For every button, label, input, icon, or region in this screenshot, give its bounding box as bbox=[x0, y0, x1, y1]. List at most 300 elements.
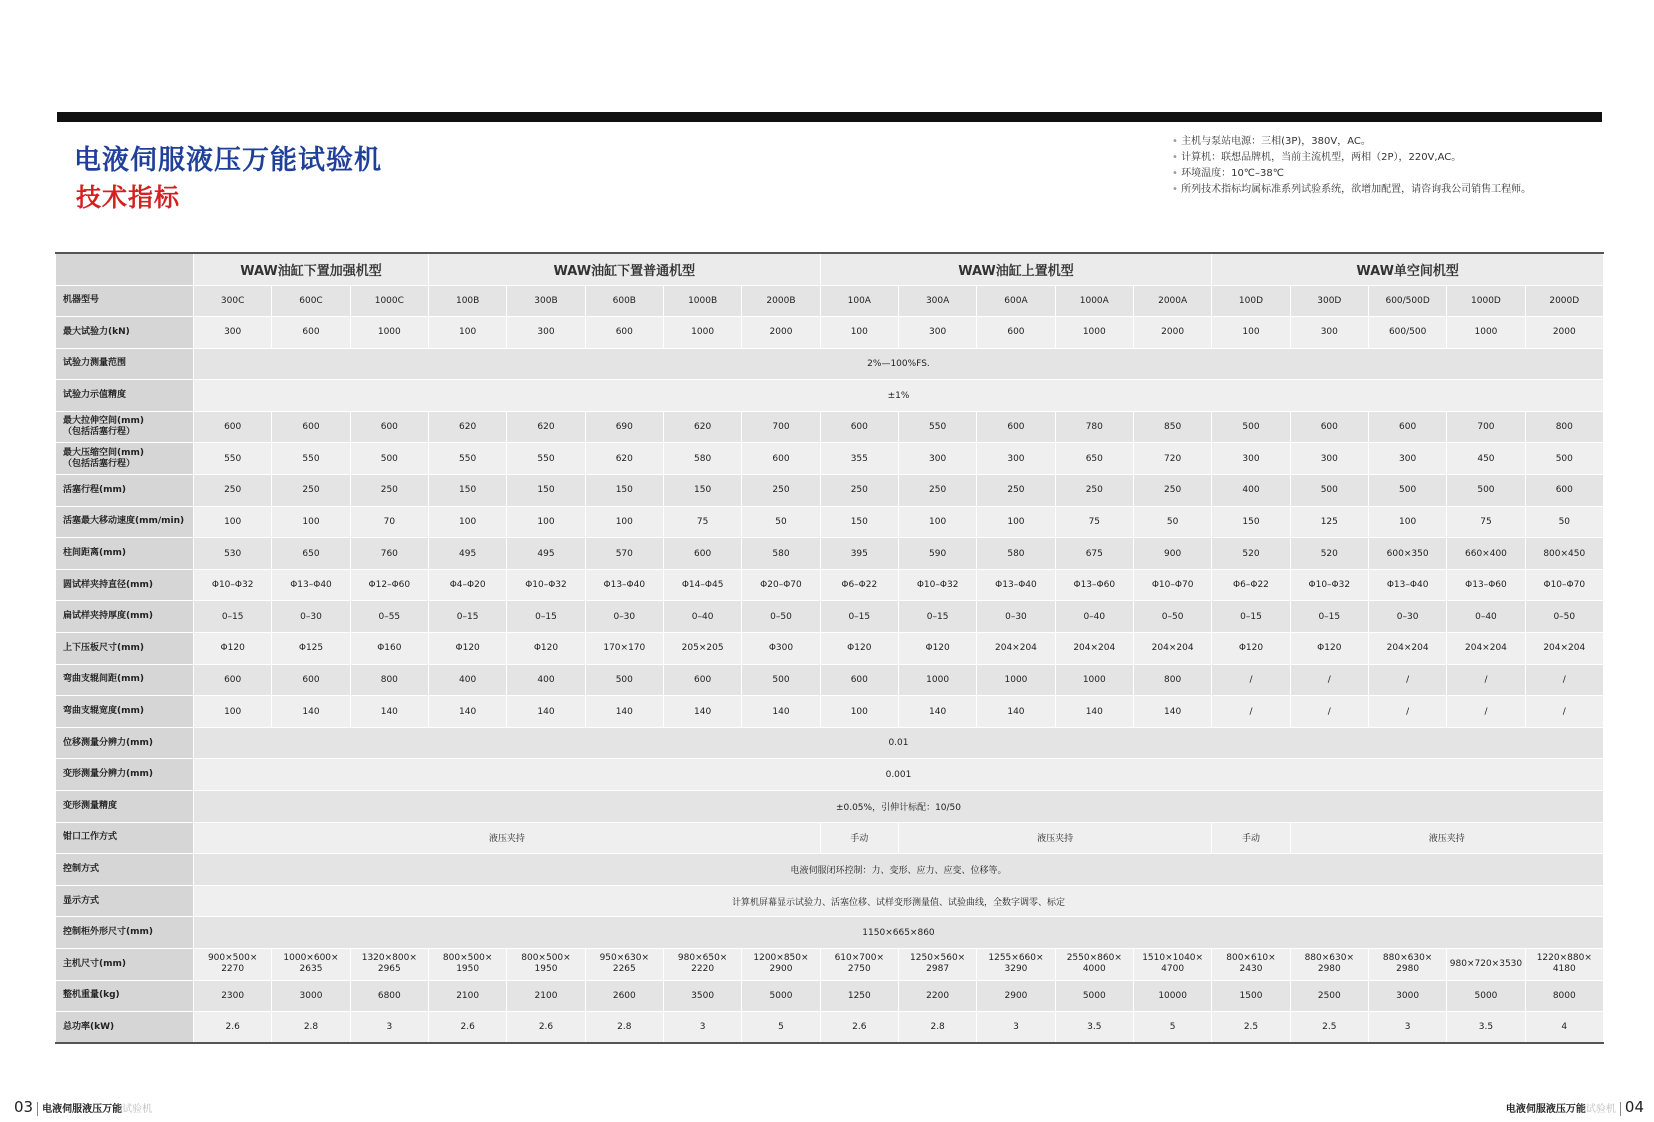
table-cell: Φ120 bbox=[898, 633, 976, 665]
table-row bbox=[56, 948, 1604, 980]
table-cell: 600 bbox=[194, 664, 272, 696]
table-cell: 150 bbox=[585, 475, 663, 507]
table-cell: 2.6 bbox=[820, 1012, 898, 1044]
table-cell: 900 bbox=[1133, 538, 1211, 570]
footer-right bbox=[1506, 1098, 1644, 1116]
table-cell: 204×204 bbox=[1055, 633, 1133, 665]
table-cell: Φ12–Φ60 bbox=[350, 569, 428, 601]
table-cell: 100 bbox=[1212, 317, 1290, 349]
table-cell: 204×204 bbox=[1368, 633, 1446, 665]
table-cell: 300B bbox=[507, 285, 585, 317]
table-cell: 2200 bbox=[898, 980, 976, 1012]
table-row bbox=[56, 664, 1604, 696]
table-cell: 800 bbox=[1133, 664, 1211, 696]
table-cell: 520 bbox=[1290, 538, 1368, 570]
table-cell: 2300 bbox=[194, 980, 272, 1012]
row-label: 圆试样夹持直径(mm) bbox=[56, 569, 194, 601]
table-cell: 1200×850× 2900 bbox=[742, 948, 820, 980]
table-cell: 1000 bbox=[663, 317, 741, 349]
table-cell: 700 bbox=[742, 411, 820, 443]
row-label: 变形测量精度 bbox=[56, 791, 194, 823]
table-cell: / bbox=[1368, 664, 1446, 696]
table-cell: 980×720×3530 bbox=[1447, 948, 1525, 980]
row-label: 控制方式 bbox=[56, 854, 194, 886]
table-cell: 2000D bbox=[1525, 285, 1603, 317]
table-cell: Φ120 bbox=[820, 633, 898, 665]
table-cell: 0–30 bbox=[1368, 601, 1446, 633]
table-cell: 400 bbox=[428, 664, 506, 696]
table-cell: 100B bbox=[428, 285, 506, 317]
table-cell: 100D bbox=[1212, 285, 1290, 317]
table-cell: 720 bbox=[1133, 443, 1211, 475]
table-row bbox=[56, 791, 1604, 823]
table-cell: 1150×665×860 bbox=[194, 917, 1604, 949]
table-cell: 2.8 bbox=[585, 1012, 663, 1044]
table-cell: 300A bbox=[898, 285, 976, 317]
table-cell: 液压夹持 bbox=[1290, 822, 1603, 854]
table-cell: 600 bbox=[272, 317, 350, 349]
table-cell: 5000 bbox=[1447, 980, 1525, 1012]
table-cell: Φ120 bbox=[194, 633, 272, 665]
table-cell: 0–30 bbox=[585, 601, 663, 633]
table-cell: 1000B bbox=[663, 285, 741, 317]
table-cell: 355 bbox=[820, 443, 898, 475]
table-cell: 1000A bbox=[1055, 285, 1133, 317]
table-cell: 1000 bbox=[977, 664, 1055, 696]
table-cell: 600B bbox=[585, 285, 663, 317]
table-cell: 300 bbox=[1368, 443, 1446, 475]
table-cell: 100 bbox=[272, 506, 350, 538]
table-cell: 1000 bbox=[898, 664, 976, 696]
table-cell: 300D bbox=[1290, 285, 1368, 317]
table-cell: 0–40 bbox=[663, 601, 741, 633]
note-item: • 环境温度：10℃–38℃ bbox=[1172, 166, 1531, 182]
table-cell: 手动 bbox=[820, 822, 898, 854]
table-cell: 100 bbox=[1368, 506, 1446, 538]
table-cell: 0–50 bbox=[1133, 601, 1211, 633]
table-cell: 980×650× 2220 bbox=[663, 948, 741, 980]
row-label: 整机重量(kg) bbox=[56, 980, 194, 1012]
table-cell: 0–15 bbox=[507, 601, 585, 633]
table-cell: 900×500× 2270 bbox=[194, 948, 272, 980]
table-cell: 550 bbox=[507, 443, 585, 475]
table-cell: Φ20–Φ70 bbox=[742, 569, 820, 601]
table-cell: Φ10–Φ70 bbox=[1133, 569, 1211, 601]
table-cell: 204×204 bbox=[977, 633, 1055, 665]
footer-title-left-light: 试验机 bbox=[122, 1104, 153, 1115]
table-cell: 500 bbox=[742, 664, 820, 696]
table-cell: 500 bbox=[1290, 475, 1368, 507]
table-row bbox=[56, 380, 1604, 412]
table-cell: 500 bbox=[585, 664, 663, 696]
table-cell: 100 bbox=[194, 506, 272, 538]
table-cell: 0–15 bbox=[194, 601, 272, 633]
table-cell: Φ125 bbox=[272, 633, 350, 665]
table-cell: 1510×1040× 4700 bbox=[1133, 948, 1211, 980]
table-cell: 0–15 bbox=[898, 601, 976, 633]
table-row bbox=[56, 1012, 1604, 1044]
note-item: • 所列技术指标均属标准系列试验系统，欲增加配置，请咨询我公司销售工程师。 bbox=[1172, 182, 1531, 198]
table-cell: 300 bbox=[977, 443, 1055, 475]
table-cell: Φ13–Φ40 bbox=[585, 569, 663, 601]
table-cell: 800 bbox=[1525, 411, 1603, 443]
table-cell: / bbox=[1525, 696, 1603, 728]
table-cell: 600A bbox=[977, 285, 1055, 317]
table-row bbox=[56, 633, 1604, 665]
table-cell: 250 bbox=[820, 475, 898, 507]
table-cell: 620 bbox=[663, 411, 741, 443]
table-cell: 660×400 bbox=[1447, 538, 1525, 570]
table-row bbox=[56, 317, 1604, 349]
table-cell: 550 bbox=[272, 443, 350, 475]
spec-table bbox=[55, 252, 1604, 1044]
table-cell: 2000 bbox=[1133, 317, 1211, 349]
table-cell: 600 bbox=[663, 664, 741, 696]
table-cell: 800×500× 1950 bbox=[428, 948, 506, 980]
row-label: 变形测量分辨力(mm) bbox=[56, 759, 194, 791]
table-cell: 100A bbox=[820, 285, 898, 317]
table-cell: 580 bbox=[742, 538, 820, 570]
row-label: 活塞行程(mm) bbox=[56, 475, 194, 507]
row-label: 活塞最大移动速度(mm/min) bbox=[56, 506, 194, 538]
table-cell: 0–30 bbox=[977, 601, 1055, 633]
table-cell: 125 bbox=[1290, 506, 1368, 538]
table-cell: 100 bbox=[428, 506, 506, 538]
table-cell: 400 bbox=[1212, 475, 1290, 507]
table-cell: 100 bbox=[428, 317, 506, 349]
table-cell: 3 bbox=[350, 1012, 428, 1044]
table-row bbox=[56, 885, 1604, 917]
page-title: 电液伺服液压万能试验机 bbox=[74, 145, 382, 176]
table-cell: 0.01 bbox=[194, 727, 1604, 759]
table-row bbox=[56, 475, 1604, 507]
table-cell: 2.5 bbox=[1290, 1012, 1368, 1044]
table-cell: 75 bbox=[1055, 506, 1133, 538]
table-cell: 50 bbox=[1133, 506, 1211, 538]
table-cell: 3 bbox=[977, 1012, 1055, 1044]
table-cell: 2500 bbox=[1290, 980, 1368, 1012]
page-number-right: 04 bbox=[1624, 1098, 1644, 1116]
group-header: WAW单空间机型 bbox=[1212, 253, 1604, 285]
table-cell: 600C bbox=[272, 285, 350, 317]
table-cell: 204×204 bbox=[1133, 633, 1211, 665]
table-cell: 2.6 bbox=[194, 1012, 272, 1044]
table-cell: Φ160 bbox=[350, 633, 428, 665]
table-cell: 0–15 bbox=[1290, 601, 1368, 633]
table-cell: 1320×800× 2965 bbox=[350, 948, 428, 980]
table-cell: 600 bbox=[350, 411, 428, 443]
table-cell: 75 bbox=[663, 506, 741, 538]
table-cell: 800×610× 2430 bbox=[1212, 948, 1290, 980]
table-cell: 700 bbox=[1447, 411, 1525, 443]
table-cell: 690 bbox=[585, 411, 663, 443]
table-cell: 250 bbox=[350, 475, 428, 507]
table-cell: 250 bbox=[977, 475, 1055, 507]
table-cell: 500 bbox=[350, 443, 428, 475]
table-cell: 0–55 bbox=[350, 601, 428, 633]
table-cell: 2000 bbox=[742, 317, 820, 349]
group-header: WAW油缸下置加强机型 bbox=[194, 253, 429, 285]
footer-title-right-light: 试验机 bbox=[1585, 1104, 1616, 1115]
table-cell: 1000C bbox=[350, 285, 428, 317]
table-cell: 液压夹持 bbox=[898, 822, 1211, 854]
table-cell: 600 bbox=[1290, 411, 1368, 443]
table-cell: 2.8 bbox=[898, 1012, 976, 1044]
table-cell: 75 bbox=[1447, 506, 1525, 538]
table-row bbox=[56, 411, 1604, 443]
footer-title-left: 电液伺服液压万能 bbox=[42, 1104, 123, 1115]
table-cell: Φ120 bbox=[1290, 633, 1368, 665]
table-row bbox=[56, 285, 1604, 317]
table-cell: 150 bbox=[663, 475, 741, 507]
table-cell: 3 bbox=[663, 1012, 741, 1044]
row-label: 显示方式 bbox=[56, 885, 194, 917]
table-cell: 1000 bbox=[1055, 664, 1133, 696]
table-cell: 3000 bbox=[1368, 980, 1446, 1012]
table-cell: 760 bbox=[350, 538, 428, 570]
table-cell: 500 bbox=[1368, 475, 1446, 507]
group-header-row bbox=[56, 253, 1604, 285]
table-cell: 600 bbox=[272, 411, 350, 443]
table-cell: 950×630× 2265 bbox=[585, 948, 663, 980]
table-cell: 0–30 bbox=[272, 601, 350, 633]
table-cell: 5 bbox=[742, 1012, 820, 1044]
table-cell: 0–40 bbox=[1447, 601, 1525, 633]
table-cell: 1000 bbox=[1055, 317, 1133, 349]
row-label: 上下压板尺寸(mm) bbox=[56, 633, 194, 665]
table-cell: 0–15 bbox=[1212, 601, 1290, 633]
table-cell: 204×204 bbox=[1525, 633, 1603, 665]
table-cell: Φ4–Φ20 bbox=[428, 569, 506, 601]
table-cell: 500 bbox=[1447, 475, 1525, 507]
table-cell: 650 bbox=[272, 538, 350, 570]
table-cell: 2100 bbox=[507, 980, 585, 1012]
table-cell: 1000D bbox=[1447, 285, 1525, 317]
note-item: • 计算机：联想品牌机，当前主流机型，两相（2P），220V,AC。 bbox=[1172, 150, 1531, 166]
table-cell: 140 bbox=[507, 696, 585, 728]
table-cell: 500 bbox=[1525, 443, 1603, 475]
table-cell: 3.5 bbox=[1447, 1012, 1525, 1044]
table-row bbox=[56, 601, 1604, 633]
table-cell: 5000 bbox=[1055, 980, 1133, 1012]
table-cell: 液压夹持 bbox=[194, 822, 821, 854]
table-cell: 电液伺服闭环控制：力、变形、应力、应变、位移等。 bbox=[194, 854, 1604, 886]
table-cell: 100 bbox=[820, 696, 898, 728]
row-label: 主机尺寸(mm) bbox=[56, 948, 194, 980]
table-cell: 1250 bbox=[820, 980, 898, 1012]
page-subtitle: 技术指标 bbox=[76, 183, 181, 212]
table-row bbox=[56, 506, 1604, 538]
table-cell: 300 bbox=[1290, 443, 1368, 475]
table-cell: 300 bbox=[1212, 443, 1290, 475]
table-cell: 0–50 bbox=[742, 601, 820, 633]
spec-notes bbox=[1172, 134, 1531, 198]
table-cell: 570 bbox=[585, 538, 663, 570]
table-row bbox=[56, 569, 1604, 601]
table-row bbox=[56, 443, 1604, 475]
table-cell: 600 bbox=[977, 411, 1055, 443]
table-cell: 580 bbox=[977, 538, 1055, 570]
table-cell: Φ6–Φ22 bbox=[820, 569, 898, 601]
table-cell: 2900 bbox=[977, 980, 1055, 1012]
table-cell: 600 bbox=[1368, 411, 1446, 443]
table-cell: 手动 bbox=[1212, 822, 1290, 854]
table-cell: Φ120 bbox=[1212, 633, 1290, 665]
table-cell: 300 bbox=[898, 443, 976, 475]
table-cell: 250 bbox=[898, 475, 976, 507]
table-cell: / bbox=[1447, 696, 1525, 728]
table-cell: 600 bbox=[663, 538, 741, 570]
table-cell: 550 bbox=[194, 443, 272, 475]
table-cell: 140 bbox=[585, 696, 663, 728]
table-cell: 50 bbox=[1525, 506, 1603, 538]
table-cell: 3000 bbox=[272, 980, 350, 1012]
table-cell: 8000 bbox=[1525, 980, 1603, 1012]
table-cell: 620 bbox=[428, 411, 506, 443]
table-cell: 140 bbox=[1055, 696, 1133, 728]
table-cell: 1000×600× 2635 bbox=[272, 948, 350, 980]
table-cell: 6800 bbox=[350, 980, 428, 1012]
table-cell: 600/500D bbox=[1368, 285, 1446, 317]
table-cell: 140 bbox=[350, 696, 428, 728]
table-cell: 140 bbox=[663, 696, 741, 728]
table-cell: 300 bbox=[898, 317, 976, 349]
table-cell: 3500 bbox=[663, 980, 741, 1012]
table-cell: 250 bbox=[272, 475, 350, 507]
table-cell: 250 bbox=[1133, 475, 1211, 507]
table-cell: 2550×860× 4000 bbox=[1055, 948, 1133, 980]
row-label: 机器型号 bbox=[56, 285, 194, 317]
table-cell: 250 bbox=[742, 475, 820, 507]
table-cell: Φ10–Φ70 bbox=[1525, 569, 1603, 601]
table-cell: 150 bbox=[820, 506, 898, 538]
row-label: 弯曲支辊宽度(mm) bbox=[56, 696, 194, 728]
table-cell: 140 bbox=[742, 696, 820, 728]
table-cell: 300 bbox=[507, 317, 585, 349]
table-cell: 495 bbox=[507, 538, 585, 570]
table-cell: 1220×880× 4180 bbox=[1525, 948, 1603, 980]
table-cell: 3.5 bbox=[1055, 1012, 1133, 1044]
table-cell: 600/500 bbox=[1368, 317, 1446, 349]
table-cell: 880×630× 2980 bbox=[1290, 948, 1368, 980]
table-row bbox=[56, 854, 1604, 886]
table-cell: Φ120 bbox=[428, 633, 506, 665]
table-cell: 800×450 bbox=[1525, 538, 1603, 570]
top-rule bbox=[57, 112, 1602, 122]
table-cell: 300 bbox=[194, 317, 272, 349]
table-cell: Φ13–Φ40 bbox=[272, 569, 350, 601]
row-label: 试验力测量范围 bbox=[56, 348, 194, 380]
table-cell: 880×630× 2980 bbox=[1368, 948, 1446, 980]
table-cell: 600 bbox=[742, 443, 820, 475]
note-item: • 主机与泵站电源：三相(3P)，380V，AC。 bbox=[1172, 134, 1531, 150]
table-cell: 610×700× 2750 bbox=[820, 948, 898, 980]
table-cell: Φ13–Φ40 bbox=[977, 569, 1055, 601]
table-cell: 600 bbox=[820, 664, 898, 696]
table-cell: / bbox=[1212, 664, 1290, 696]
table-cell: 0–50 bbox=[1525, 601, 1603, 633]
table-cell: 520 bbox=[1212, 538, 1290, 570]
row-label: 扁试样夹持厚度(mm) bbox=[56, 601, 194, 633]
group-header: WAW油缸上置机型 bbox=[820, 253, 1212, 285]
table-cell: 780 bbox=[1055, 411, 1133, 443]
table-cell: 100 bbox=[194, 696, 272, 728]
table-cell: 100 bbox=[820, 317, 898, 349]
row-label: 柱间距离(mm) bbox=[56, 538, 194, 570]
row-label: 最大试验力(kN) bbox=[56, 317, 194, 349]
table-cell: Φ10–Φ32 bbox=[1290, 569, 1368, 601]
table-cell: 2.8 bbox=[272, 1012, 350, 1044]
table-cell: / bbox=[1212, 696, 1290, 728]
table-row bbox=[56, 917, 1604, 949]
table-cell: Φ120 bbox=[507, 633, 585, 665]
table-cell: ±1% bbox=[194, 380, 1604, 412]
row-label: 最大压缩空间(mm) （包括活塞行程） bbox=[56, 443, 194, 475]
row-label: 总功率(kW) bbox=[56, 1012, 194, 1044]
table-cell: 4 bbox=[1525, 1012, 1603, 1044]
table-cell: Φ6–Φ22 bbox=[1212, 569, 1290, 601]
table-cell: 250 bbox=[194, 475, 272, 507]
table-cell: Φ10–Φ32 bbox=[507, 569, 585, 601]
table-cell: Φ14–Φ45 bbox=[663, 569, 741, 601]
table-cell: / bbox=[1447, 664, 1525, 696]
table-cell: 0–15 bbox=[428, 601, 506, 633]
table-cell: 250 bbox=[1055, 475, 1133, 507]
table-cell: 600 bbox=[1525, 475, 1603, 507]
table-cell: 204×204 bbox=[1447, 633, 1525, 665]
row-label: 位移测量分辨力(mm) bbox=[56, 727, 194, 759]
table-cell: / bbox=[1368, 696, 1446, 728]
table-row bbox=[56, 727, 1604, 759]
table-cell: 140 bbox=[1133, 696, 1211, 728]
corner-cell bbox=[56, 253, 194, 285]
table-cell: 800 bbox=[350, 664, 428, 696]
table-cell: 计算机屏幕显示试验力、活塞位移、试样变形测量值、试验曲线，全数字调零、标定 bbox=[194, 885, 1604, 917]
table-cell: Φ13–Φ40 bbox=[1368, 569, 1446, 601]
footer-left bbox=[14, 1098, 152, 1116]
table-cell: 150 bbox=[1212, 506, 1290, 538]
row-label: 最大拉伸空间(mm) （包括活塞行程） bbox=[56, 411, 194, 443]
table-cell: 1255×660× 3290 bbox=[977, 948, 1055, 980]
table-cell: 620 bbox=[585, 443, 663, 475]
table-row bbox=[56, 538, 1604, 570]
table-cell: 70 bbox=[350, 506, 428, 538]
table-cell: 2%—100%FS. bbox=[194, 348, 1604, 380]
table-cell: 100 bbox=[507, 506, 585, 538]
table-cell: 170×170 bbox=[585, 633, 663, 665]
table-cell: 140 bbox=[898, 696, 976, 728]
table-cell: 450 bbox=[1447, 443, 1525, 475]
table-cell: 650 bbox=[1055, 443, 1133, 475]
table-cell: 2.6 bbox=[507, 1012, 585, 1044]
table-cell: 300C bbox=[194, 285, 272, 317]
table-cell: 0–15 bbox=[820, 601, 898, 633]
table-cell: 550 bbox=[898, 411, 976, 443]
table-cell: 140 bbox=[272, 696, 350, 728]
table-cell: 675 bbox=[1055, 538, 1133, 570]
table-cell: 600 bbox=[977, 317, 1055, 349]
table-cell: Φ10–Φ32 bbox=[898, 569, 976, 601]
table-cell: Φ13–Φ60 bbox=[1447, 569, 1525, 601]
table-cell: 600×350 bbox=[1368, 538, 1446, 570]
table-cell: 150 bbox=[428, 475, 506, 507]
table-cell: 500 bbox=[1212, 411, 1290, 443]
table-cell: ±0.05%，引伸计标配：10/50 bbox=[194, 791, 1604, 823]
table-cell: 2000B bbox=[742, 285, 820, 317]
table-cell: / bbox=[1290, 696, 1368, 728]
table-cell: Φ10–Φ32 bbox=[194, 569, 272, 601]
table-cell: 600 bbox=[585, 317, 663, 349]
